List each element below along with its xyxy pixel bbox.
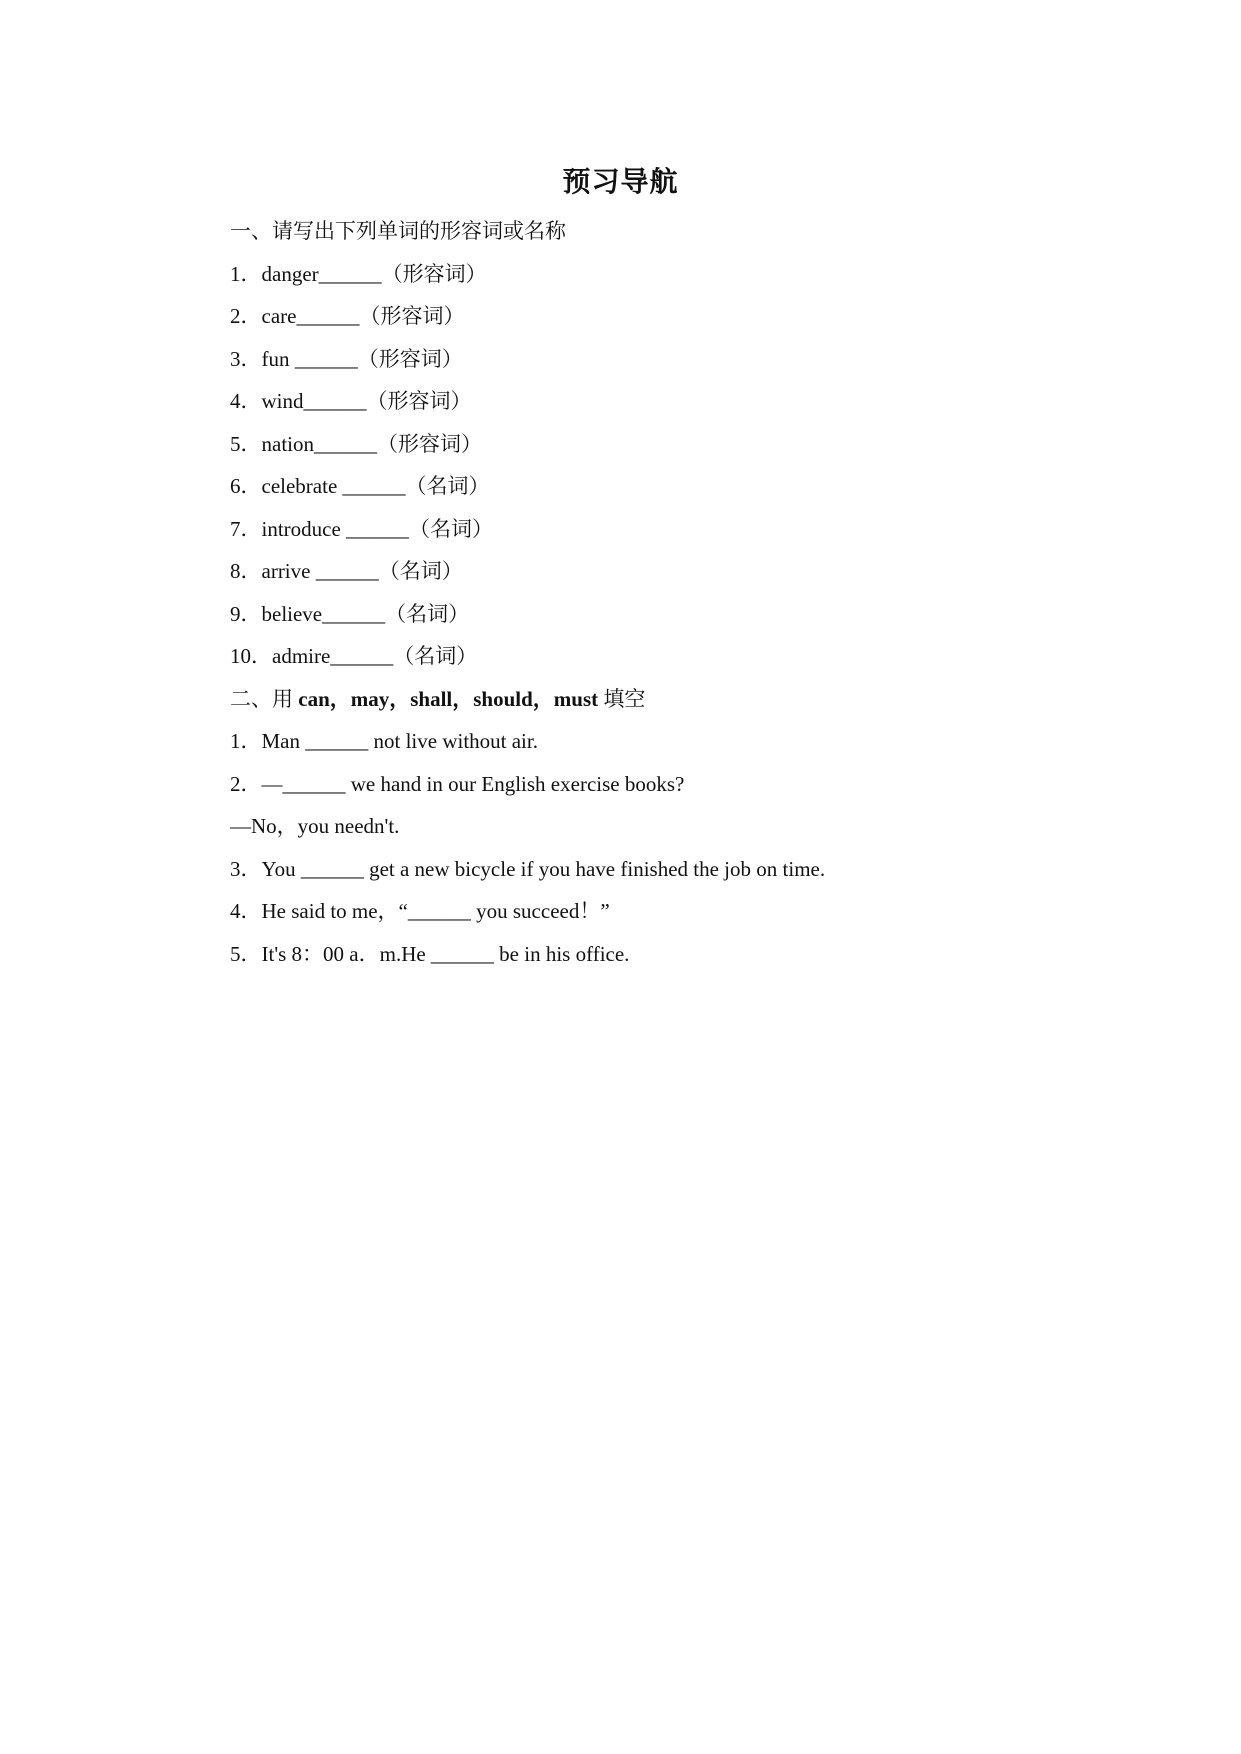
- section1-item: 9．believe______（名词）: [230, 601, 470, 626]
- section2-item: 5．It's 8：00 a．m.He ______ be in his office.: [230, 941, 630, 966]
- section2-item: 4．He said to me，“______ you succeed！”: [230, 899, 610, 923]
- section2-heading-modals: can，may，shall，should，must: [298, 686, 599, 711]
- section2-heading-prefix: 二、用: [230, 686, 299, 711]
- section2-heading-suffix: 填空: [598, 686, 646, 711]
- section1-item: 6．celebrate ______（名词）: [230, 474, 490, 498]
- section2-item: 1．Man ______ not live without air.: [230, 729, 538, 753]
- section1-item: 7．introduce ______（名词）: [230, 516, 494, 541]
- section2-item: —No，you needn't.: [230, 814, 400, 838]
- page-title: 预习导航: [562, 167, 679, 198]
- section1-item: 8．arrive ______（名词）: [230, 559, 463, 583]
- section2-item: 3．You ______ get a new bicycle if you have finished the job on time.: [230, 856, 826, 881]
- section1-item: 2．care______（形容词）: [230, 304, 465, 328]
- section1-item: 4．wind______（形容词）: [230, 389, 472, 413]
- section1-item: 1．danger______（形容词）: [230, 261, 487, 286]
- section2-heading: [230, 678, 1130, 721]
- exercise-content: [230, 210, 1130, 975]
- section2-item: 2．—______ we hand in our English exercise books?: [230, 771, 685, 796]
- section1-item: 5．nation______（形容词）: [230, 431, 482, 456]
- section1-item: 3．fun ______（形容词）: [230, 346, 463, 371]
- section1-item: 10．admire______（名词）: [230, 644, 478, 668]
- section1-heading: 一、请写出下列单词的形容词或名称: [230, 219, 566, 243]
